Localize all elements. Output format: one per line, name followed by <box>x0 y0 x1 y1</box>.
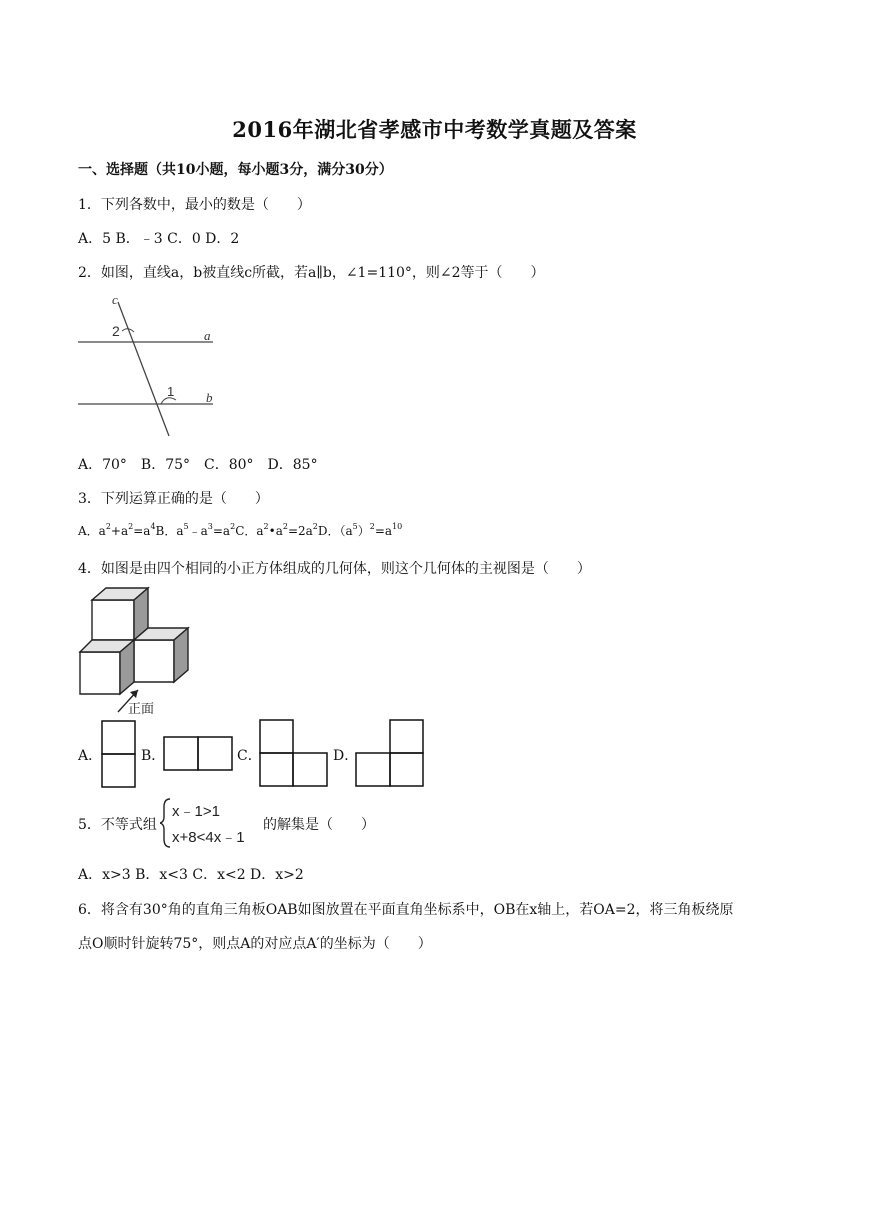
question-5-stem-prefix: 5．不等式组 <box>78 817 157 833</box>
q4-option-c-figure <box>259 719 329 787</box>
label-angle-2: 2 <box>112 323 120 339</box>
question-2-options: A．70° B．75° C．80° D．85° <box>78 457 318 473</box>
question-6-stem-line1: 6．将含有30°角的直角三角板OAB如图放置在平面直角坐标系中，OB在x轴上，若OA=2，将三角板绕原 <box>78 902 734 918</box>
q4-option-b-figure <box>163 736 233 772</box>
q4-option-d-label: D． <box>333 748 359 764</box>
inequality-system <box>160 797 270 853</box>
question-6-stem-line2: 点O顺时针旋转75°，则点A的对应点A′的坐标为（ ） <box>78 936 432 952</box>
question-2-stem: 2．如图，直线a，b被直线c所截，若a∥b，∠1=110°，则∠2等于（ ） <box>78 265 545 281</box>
question-5-options: A．x>3 B．x<3 C．x<2 D．x>2 <box>78 867 304 883</box>
q3-option-d: D．$(a^5)^2=a^{10}$ <box>317 522 403 538</box>
front-view-label: 正面 <box>128 702 155 716</box>
label-b: b <box>206 390 213 405</box>
inequality-2: x+8<4x﹣1 <box>172 829 245 846</box>
angle-2-arc <box>122 329 134 332</box>
parallel-lines-figure <box>78 292 218 437</box>
q4-option-b-label: B． <box>141 748 166 764</box>
label-angle-1: 1 <box>167 384 175 399</box>
q4-option-a-label: A． <box>78 748 103 764</box>
cubes-figure <box>78 586 190 716</box>
question-1-stem: 1．下列各数中，最小的数是（ ） <box>78 197 311 213</box>
q4-option-a-figure <box>101 720 137 788</box>
question-3-options <box>78 522 402 539</box>
q4-option-d-figure <box>355 719 425 787</box>
question-4-stem: 4．如图是由四个相同的小正方体组成的几何体，则这个几何体的主视图是（ ） <box>78 561 591 577</box>
label-a: a <box>204 328 211 343</box>
section-heading: 一、选择题（共10小题，每小题3分，满分30分） <box>78 162 393 178</box>
brace <box>160 799 170 847</box>
question-1-options: A．5 B．﹣3 C．0 D．2 <box>78 231 240 247</box>
q3-option-a: A．$a^2+a^2=a^4$ <box>78 522 156 538</box>
inequality-1: x﹣1>1 <box>172 803 220 820</box>
page-title: 2016年湖北省孝感市中考数学真题及答案 <box>232 117 637 142</box>
label-c: c <box>112 292 118 307</box>
q3-option-b: B．$a^5﹣a^3=a^2$ <box>155 522 236 538</box>
q3-option-c: C．$a^2•a^2=2a^2$ <box>235 522 318 538</box>
question-3-stem: 3．下列运算正确的是（ ） <box>78 491 269 507</box>
question-5-stem-suffix: 的解集是（ ） <box>263 817 375 833</box>
line-c <box>118 302 169 436</box>
q4-option-c-label: C． <box>237 748 262 764</box>
